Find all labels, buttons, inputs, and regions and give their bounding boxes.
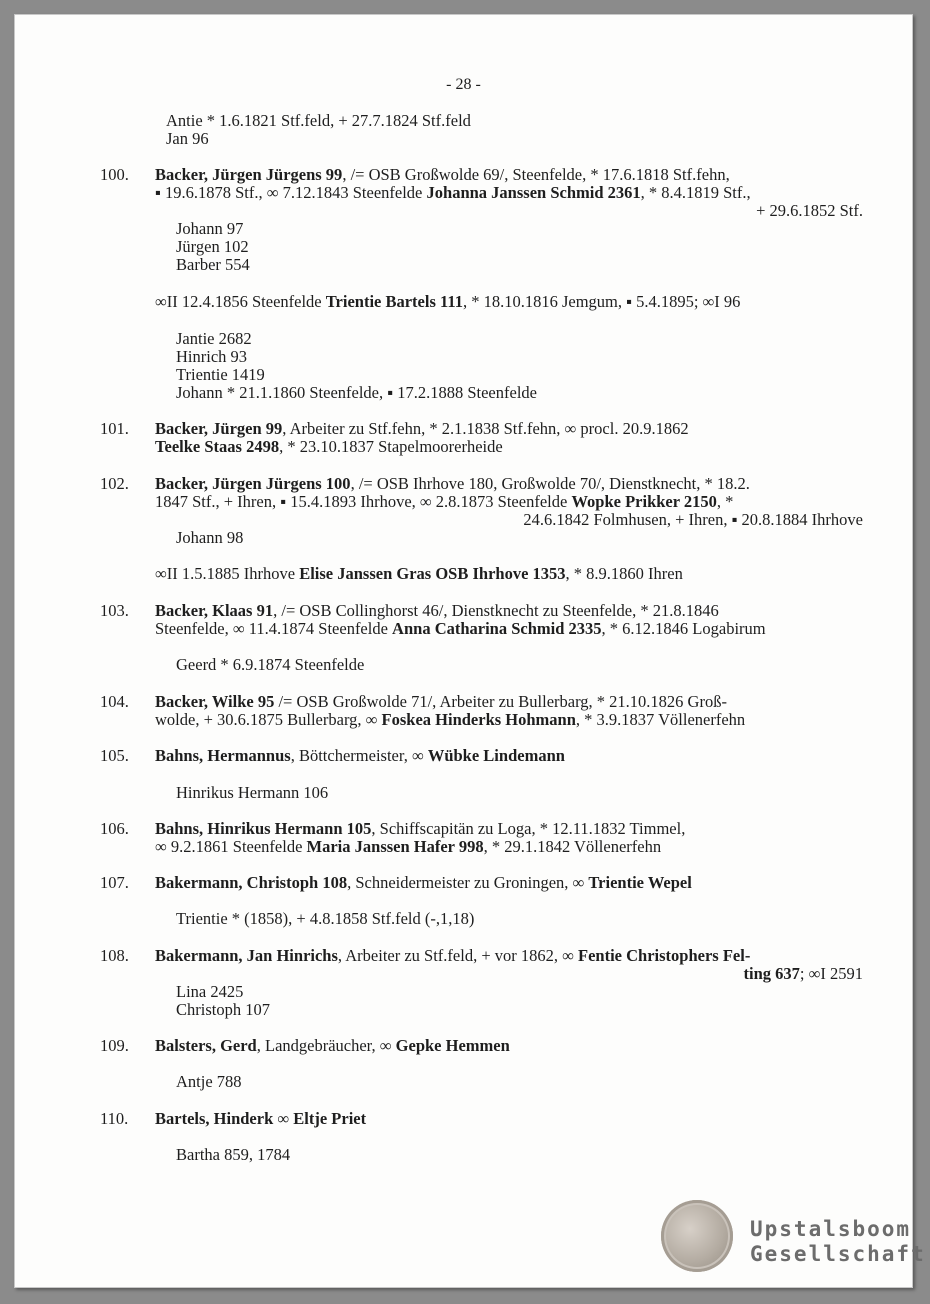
spouse-name: Maria Janssen Hafer 998 [306, 837, 484, 856]
child-line: Lina 2425 [176, 982, 244, 1001]
entry-line: ▪ 19.6.1878 Stf., ∞ 7.12.1843 Steenfelde Johanna Janssen Schmid 2361, * 8.4.1819 Stf., [155, 183, 751, 202]
entry-number: 103. [100, 601, 129, 620]
child-line: Johann 98 [176, 528, 244, 547]
child-line: Johann * 21.1.1860 Steenfelde, ▪ 17.2.1888 Steenfelde [176, 383, 537, 402]
spouse-name: Trientie Wepel [588, 873, 692, 892]
child-line: Christoph 107 [176, 1000, 270, 1019]
person-name: Backer, Klaas 91 [155, 601, 274, 620]
entry-number: 106. [100, 819, 129, 838]
child-line: Barber 554 [176, 255, 250, 274]
person-name: Bahns, Hermannus [155, 746, 291, 765]
spouse-name: Gepke Hemmen [395, 1036, 510, 1055]
spouse-name: Trientie Bartels 111 [325, 292, 463, 311]
spouse-name: Wübke Lindemann [427, 746, 565, 765]
entry-number: 102. [100, 474, 129, 493]
intro-line: Jan 96 [166, 129, 209, 148]
person-name: Bartels, Hinderk [155, 1109, 274, 1128]
person-name: Backer, Wilke 95 [155, 692, 275, 711]
entry-line: Balsters, Gerd, Landgebräucher, ∞ Gepke Hemmen [155, 1036, 510, 1055]
entry-number: 100. [100, 165, 129, 184]
entry-number: 104. [100, 692, 129, 711]
entry-line: ∞ 9.2.1861 Steenfelde Maria Janssen Hafer 998, * 29.1.1842 Völlenerfehn [155, 837, 662, 856]
entry-line: Bahns, Hinrikus Hermann 105, Schiffscapitän zu Loga, * 12.11.1832 Timmel, [155, 819, 686, 838]
document-page [14, 14, 926, 1288]
seal-logo-icon [661, 1200, 733, 1272]
spouse-name: Anna Catharina Schmid 2335 [392, 619, 602, 638]
spouse-name: Foskea Hinderks Hohmann [381, 710, 576, 729]
entry-line: Bakermann, Jan Hinrichs, Arbeiter zu Stf.feld, + vor 1862, ∞ Fentie Christophers Fel- [155, 946, 751, 965]
spouse-name: Teelke Staas 2498 [155, 437, 280, 456]
child-line: Jürgen 102 [176, 237, 249, 256]
intro-line: Antie * 1.6.1821 Stf.feld, + 27.7.1824 Stf.feld [166, 111, 471, 130]
person-name: Backer, Jürgen 99 [155, 419, 283, 438]
child-line: Bartha 859, 1784 [176, 1145, 291, 1164]
entry-line: Bakermann, Christoph 108, Schneidermeister zu Groningen, ∞ Trientie Wepel [155, 873, 692, 892]
entry-line: Backer, Klaas 91, /= OSB Collinghorst 46/, Dienstknecht zu Steenfelde, * 21.8.1846 [155, 601, 719, 620]
child-line: Jantie 2682 [176, 329, 252, 348]
brand-name-line1: Upstalsboom [750, 1217, 912, 1241]
entry-number: 105. [100, 746, 129, 765]
spouse-name: Elise Janssen Gras OSB Ihrhove 1353 [299, 564, 566, 583]
brand-name-line2: Gesellschaft [750, 1242, 926, 1266]
spouse-name: ting 637 [743, 964, 800, 983]
spouse-name: Johanna Janssen Schmid 2361 [426, 183, 641, 202]
child-line: Geerd * 6.9.1874 Steenfelde [176, 655, 365, 674]
entry-number: 110. [100, 1109, 129, 1128]
entry-line: Bartels, Hinderk ∞ Eltje Priet [155, 1109, 367, 1128]
person-name: Backer, Jürgen Jürgens 100 [155, 474, 351, 493]
entry-number: 109. [100, 1036, 129, 1055]
person-name: Backer, Jürgen Jürgens 99 [155, 165, 343, 184]
entry-line: + 29.6.1852 Stf. [756, 201, 863, 220]
spouse-name: Eltje Priet [293, 1109, 367, 1128]
entry-line: Bahns, Hermannus, Böttchermeister, ∞ Wübke Lindemann [155, 746, 565, 765]
person-name: Bakermann, Jan Hinrichs [155, 946, 338, 965]
entry-line: Backer, Wilke 95 /= OSB Großwolde 71/, Arbeiter zu Bullerbarg, * 21.10.1826 Groß- [155, 692, 727, 711]
entry-line: Steenfelde, ∞ 11.4.1874 Steenfelde Anna Catharina Schmid 2335, * 6.12.1846 Logabirum [155, 619, 766, 638]
person-name: Balsters, Gerd [155, 1036, 257, 1055]
person-name: Bahns, Hinrikus Hermann 105 [155, 819, 372, 838]
spouse-name: Fentie Christophers Fel- [578, 946, 751, 965]
entry-line: Backer, Jürgen 99, Arbeiter zu Stf.fehn, * 2.1.1838 Stf.fehn, ∞ procl. 20.9.1862 [155, 419, 689, 438]
child-line: Trientie 1419 [176, 365, 265, 384]
child-line: Hinrikus Hermann 106 [176, 783, 329, 802]
child-line: Johann 97 [176, 219, 244, 238]
entry-line: wolde, + 30.6.1875 Bullerbarg, ∞ Foskea Hinderks Hohmann, * 3.9.1837 Völlenerfehn [155, 710, 746, 729]
entry-number: 107. [100, 873, 129, 892]
child-line: Antje 788 [176, 1072, 242, 1091]
entry-number: 108. [100, 946, 129, 965]
entry-line: Backer, Jürgen Jürgens 100, /= OSB Ihrhove 180, Großwolde 70/, Dienstknecht, * 18.2. [155, 474, 750, 493]
spouse-name: Wopke Prikker 2150 [571, 492, 717, 511]
marriage-line: ∞II 1.5.1885 Ihrhove Elise Janssen Gras OSB Ihrhove 1353, * 8.9.1860 Ihren [155, 564, 683, 583]
entry-line: ting 637; ∞I 2591 [743, 964, 863, 983]
marriage-line: ∞II 12.4.1856 Steenfelde Trientie Bartels 111, * 18.10.1816 Jemgum, ▪ 5.4.1895; ∞I 96 [155, 292, 741, 311]
entry-line: Backer, Jürgen Jürgens 99, /= OSB Großwolde 69/, Steenfelde, * 17.6.1818 Stf.fehn, [155, 165, 730, 184]
page-number: - 28 - [446, 76, 481, 93]
entry-line: 1847 Stf., + Ihren, ▪ 15.4.1893 Ihrhove, ∞ 2.8.1873 Steenfelde Wopke Prikker 2150, * [155, 492, 734, 511]
child-line: Trientie * (1858), + 4.8.1858 Stf.feld (-,1,18) [176, 909, 475, 928]
person-name: Bakermann, Christoph 108 [155, 873, 348, 892]
child-line: Hinrich 93 [176, 347, 248, 366]
entry-line: 24.6.1842 Folmhusen, + Ihren, ▪ 20.8.1884 Ihrhove [523, 510, 863, 529]
entry-number: 101. [100, 419, 129, 438]
entry-line: Teelke Staas 2498, * 23.10.1837 Stapelmoorerheide [155, 437, 503, 456]
